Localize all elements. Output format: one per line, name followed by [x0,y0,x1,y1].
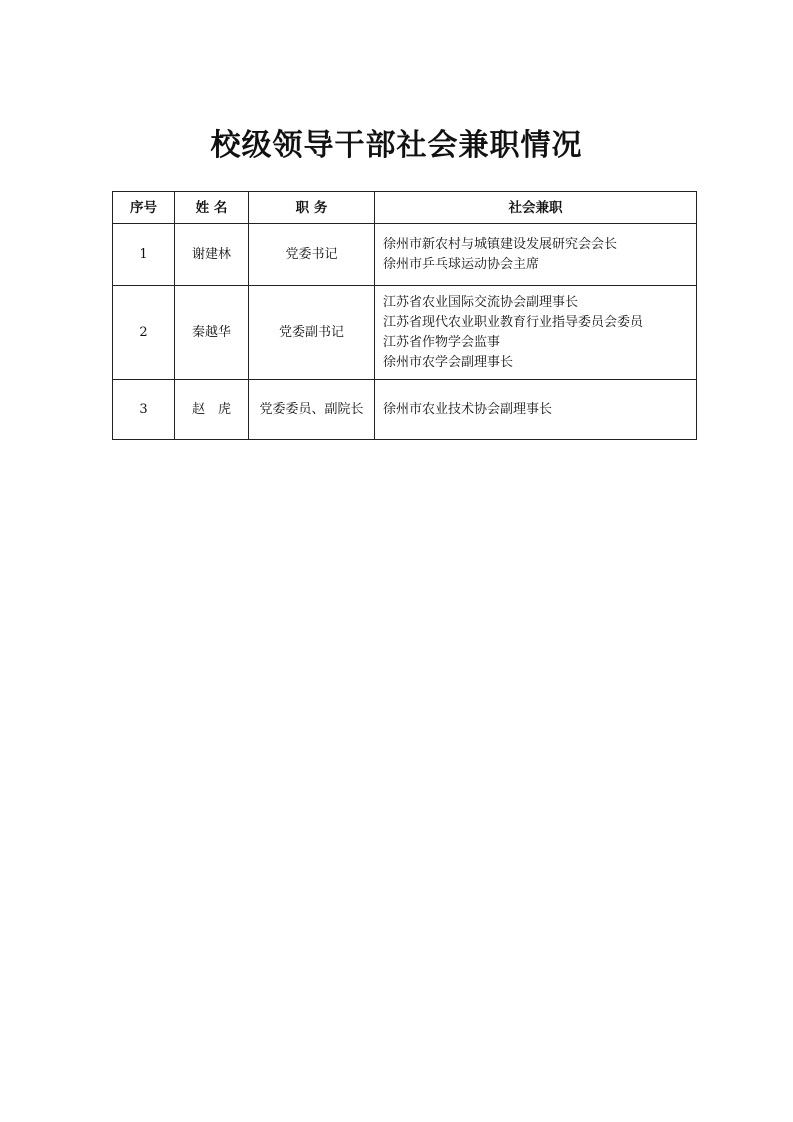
social-post-item: 徐州市农学会副理事长 [383,354,514,370]
table-row [113,286,697,380]
social-post-item: 江苏省作物学会监事 [383,334,501,350]
social-post-item: 徐州市乒乓球运动协会主席 [383,256,540,272]
cell-name: 谢建林 [175,224,249,286]
header-position: 职 务 [249,192,375,224]
header-index: 序号 [113,192,175,224]
cell-index: 3 [113,380,175,440]
cell-name: 赵 虎 [175,380,249,440]
cell-social-posts [375,286,697,380]
cell-position: 党委副书记 [249,286,375,380]
cell-position: 党委委员、副院长 [249,380,375,440]
cell-position: 党委书记 [249,224,375,286]
social-posts-table [112,191,697,440]
cell-social-posts [375,224,697,286]
table-row [113,380,697,440]
cell-index: 1 [113,224,175,286]
header-name: 姓 名 [175,192,249,224]
social-post-item: 徐州市农业技术协会副理事长 [383,401,553,417]
cell-index: 2 [113,286,175,380]
table-header-row [113,192,697,224]
table-row [113,224,697,286]
page-title: 校级领导干部社会兼职情况 [210,128,583,163]
social-post-item: 江苏省农业国际交流协会副理事长 [383,294,579,310]
cell-name: 秦越华 [175,286,249,380]
social-post-item: 徐州市新农村与城镇建设发展研究会会长 [383,236,618,252]
social-post-item: 江苏省现代农业职业教育行业指导委员会委员 [383,314,644,330]
cell-social-posts [375,380,697,440]
header-social-posts: 社会兼职 [375,192,697,224]
